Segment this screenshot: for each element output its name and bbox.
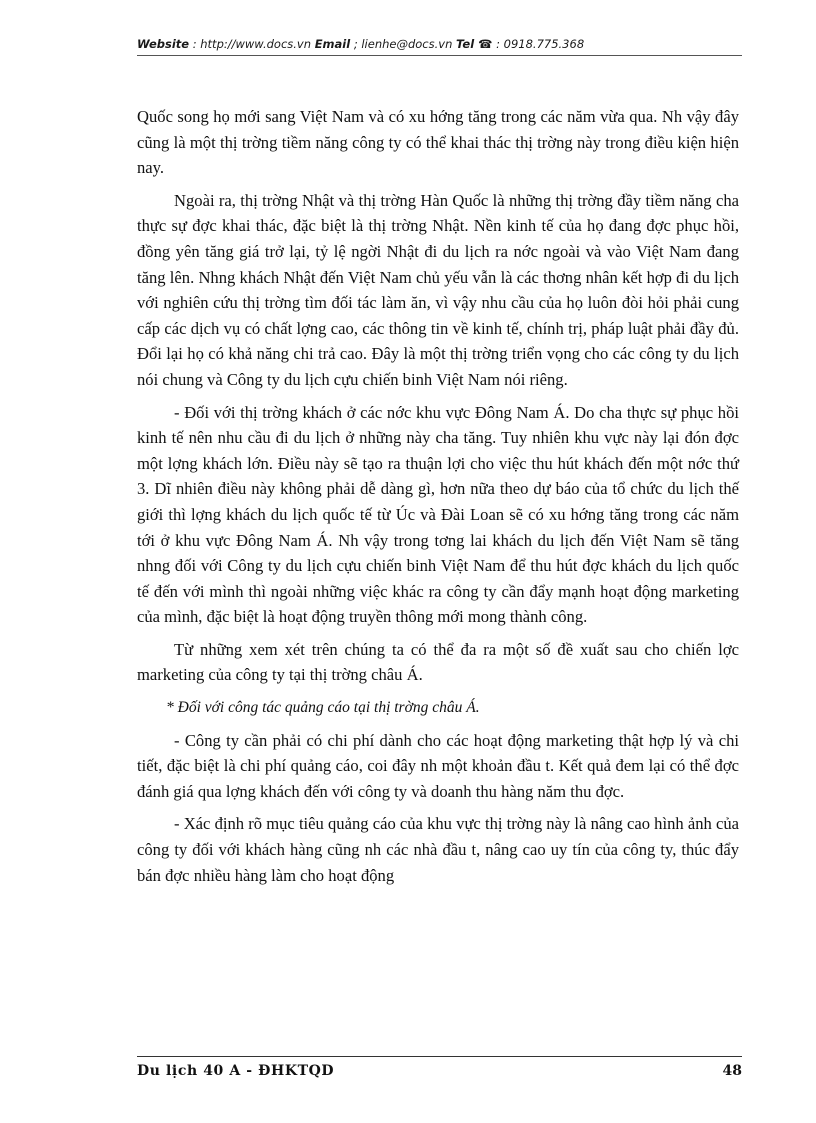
paragraph-proposals-intro: Từ những xem xét trên chúng ta có thể đa ra một số đề xuất sau cho chiến lợc marketing của công ty tại thị trờng châu Á. [137, 639, 739, 685]
footer-course-label: Du lịch 40 A - ĐHKTQD [137, 1063, 335, 1079]
section-heading-advertising: * Đối với công tác quảng cáo tại thị trờng châu Á. [166, 699, 480, 717]
tel-number: : 0918.775.368 [492, 37, 585, 51]
page-header [137, 37, 742, 51]
document-body [137, 104, 739, 895]
paragraph-southeast-asia: - Đối với thị trờng khách ở các nớc khu vực Đông Nam Á. Do cha thực sự phục hồi kinh tế nên nhu cầu đi du lịch ở những này cha tăng. Tuy nhiên khu vực này lại đón đợc một lợng khách lớn. Điều này sẽ tạo ra thuận lợi cho việc thu hút khách đến một nớc thứ 3. Dĩ nhiên điều này không phải dễ dàng gì, hơn nữa theo dự báo của tổ chức du lịch thế giới thì lợng khách du lịch quốc tế từ Úc và Đài Loan sẽ có xu hớng tăng trong các năm tới ở khu vực Đông Nam Á. Nh vậy trong tơng lai khách du lịch đến Việt Nam sẽ tăng nhng đối với Công ty du lịch cựu chiến binh Việt Nam để thu hút đợc khách du lịch quốc tế đến với mình thì ngoài những việc khác ra công ty cần đẩy mạnh hoạt động marketing của mình, đặc biệt là hoạt động truyền thông mới mong thành công. [137, 402, 739, 627]
page-number: 48 [722, 1063, 742, 1079]
paragraph-japan-korea: Ngoài ra, thị trờng Nhật và thị trờng Hàn Quốc là những thị trờng đầy tiềm năng cha thực sự đợc khai thác, đặc biệt là thị trờng Nhật. Nền kinh tế của họ đang đợc phục hồi, đồng yên tăng giá trở lại, tỷ lệ ngời Nhật đi du lịch ra nớc ngoài và vào Việt Nam đang tăng lên. Nhng khách Nhật đến Việt Nam chủ yếu vẫn là các thơng nhân kết hợp đi du lịch với nghiên cứu thị trờng tìm đối tác làm ăn, vì vậy nhu cầu của họ luôn đòi hỏi phải cung cấp các dịch vụ có chất lợng cao, các thông tin về kinh tế, chính trị, pháp luật phải đầy đủ. Đổi lại họ có khả năng chi trả cao. Đây là một thị trờng triển vọng cho các công ty du lịch nói chung và Công ty du lịch cựu chiến binh Việt Nam nói riêng. [137, 190, 739, 389]
website-label: Website [137, 37, 190, 51]
website-url: : http://www.docs.vn [189, 37, 315, 51]
tel-label: Tel ☎ [456, 37, 493, 51]
paragraph-advertising-goals: - Xác định rõ mục tiêu quảng cáo của khu vực thị trờng này là nâng cao hình ảnh của công ty đối với khách hàng cũng nh các nhà đầu t, nâng cao uy tín của công ty, thúc đẩy bán đợc nhiều hàng làm cho hoạt động [137, 814, 739, 885]
paragraph-continuation: Quốc song họ mới sang Việt Nam và có xu hớng tăng trong các năm vừa qua. Nh vậy đây cũng là một thị trờng tiềm năng công ty có thể khai thác thị trờng này trong điều kiện hiện nay. [137, 107, 739, 178]
email-address: ; lienhe@docs.vn [350, 37, 457, 51]
paragraph-advertising-budget: - Công ty cần phải có chi phí dành cho các hoạt động marketing thật hợp lý và chi tiết, đặc biệt là chi phí quảng cáo, coi đây nh một khoản đầu t. Kết quả đem lại có thể đợc đánh giá qua lợng khách đến với công ty và doanh thu hàng năm thu đợc. [137, 730, 739, 801]
email-label: Email [314, 37, 351, 51]
footer-divider [137, 1056, 742, 1057]
header-divider [137, 55, 742, 56]
